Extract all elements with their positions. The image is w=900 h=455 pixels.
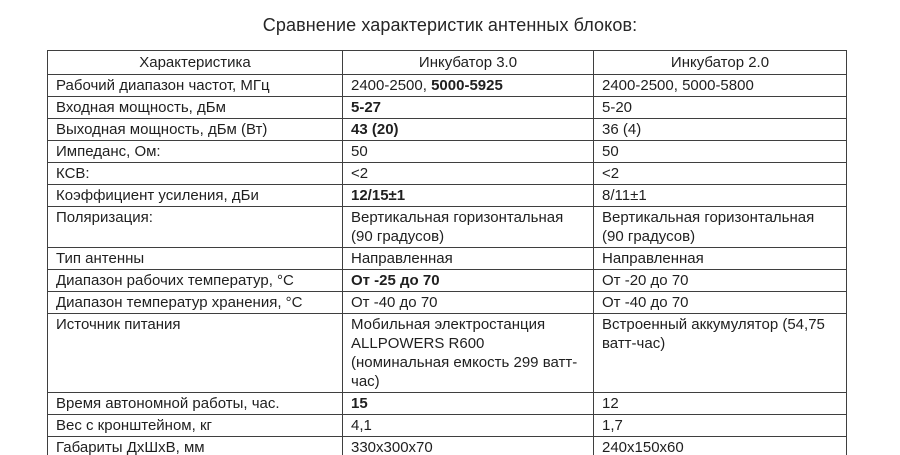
characteristic-cell: КСВ:: [48, 163, 343, 185]
incubator2-cell: 1,7: [594, 415, 847, 437]
incubator2-cell: От -20 до 70: [594, 270, 847, 292]
header-incubator-3: Инкубатор 3.0: [343, 51, 594, 75]
header-incubator-2: Инкубатор 2.0: [594, 51, 847, 75]
incubator3-cell: 50: [343, 141, 594, 163]
table-row: [48, 248, 847, 270]
page-title: Сравнение характеристик антенных блоков:: [262, 15, 638, 35]
incubator3-cell: Мобильная электростанция ALLPOWERS R600 (номинальная емкость 299 ватт-час): [343, 314, 594, 393]
table-row: [48, 141, 847, 163]
table-row: [48, 163, 847, 185]
table-row: [48, 75, 847, 97]
table-row: [48, 415, 847, 437]
incubator3-cell: <2: [343, 163, 594, 185]
incubator3-cell: 5-27: [343, 97, 594, 119]
incubator2-cell: 2400-2500, 5000-5800: [594, 75, 847, 97]
incubator3-cell: 330x300x70: [343, 437, 594, 455]
characteristic-cell: Источник питания: [48, 314, 343, 393]
incubator2-cell: 5-20: [594, 97, 847, 119]
incubator2-cell: <2: [594, 163, 847, 185]
characteristic-cell: Рабочий диапазон частот, МГц: [48, 75, 343, 97]
incubator3-cell: От -25 до 70: [343, 270, 594, 292]
incubator3-cell: 12/15±1: [343, 185, 594, 207]
characteristic-cell: Диапазон рабочих температур, °С: [48, 270, 343, 292]
table-row: [48, 185, 847, 207]
incubator2-cell: 12: [594, 393, 847, 415]
characteristic-cell: Входная мощность, дБм: [48, 97, 343, 119]
incubator2-cell: 8/11±1: [594, 185, 847, 207]
header-characteristic: Характеристика: [48, 51, 343, 75]
incubator3-cell: От -40 до 70: [343, 292, 594, 314]
characteristic-cell: Поляризация:: [48, 207, 343, 248]
characteristic-cell: Коэффициент усиления, дБи: [48, 185, 343, 207]
incubator3-cell: Направленная: [343, 248, 594, 270]
incubator3-cell: Вертикальная горизонтальная (90 градусов): [343, 207, 594, 248]
table-row: [48, 119, 847, 141]
incubator3-cell: 43 (20): [343, 119, 594, 141]
table-row: [48, 270, 847, 292]
incubator3-cell: [343, 75, 594, 97]
characteristic-cell: Тип антенны: [48, 248, 343, 270]
table-row: [48, 97, 847, 119]
incubator2-cell: 50: [594, 141, 847, 163]
characteristic-cell: Вес с кронштейном, кг: [48, 415, 343, 437]
characteristic-cell: Габариты ДхШхВ, мм: [48, 437, 343, 455]
characteristic-cell: Время автономной работы, час.: [48, 393, 343, 415]
table-row: [48, 437, 847, 455]
comparison-table: [47, 50, 847, 455]
incubator2-cell: 240x150x60: [594, 437, 847, 455]
incubator2-cell: Направленная: [594, 248, 847, 270]
incubator2-cell: Вертикальная горизонтальная (90 градусов): [594, 207, 847, 248]
table-row: [48, 393, 847, 415]
characteristic-cell: Диапазон температур хранения, °С: [48, 292, 343, 314]
incubator2-cell: Встроенный аккумулятор (54,75 ватт-час): [594, 314, 847, 393]
incubator3-cell: 4,1: [343, 415, 594, 437]
value-bold: 5000-5925: [431, 77, 503, 94]
table-row: [48, 314, 847, 393]
incubator2-cell: 36 (4): [594, 119, 847, 141]
characteristic-cell: Выходная мощность, дБм (Вт): [48, 119, 343, 141]
table-row: [48, 207, 847, 248]
characteristic-cell: Импеданс, Ом:: [48, 141, 343, 163]
value-prefix: 2400-2500,: [351, 77, 432, 94]
table-row: [48, 292, 847, 314]
incubator3-cell: 15: [343, 393, 594, 415]
table-header-row: [48, 51, 847, 75]
incubator2-cell: От -40 до 70: [594, 292, 847, 314]
